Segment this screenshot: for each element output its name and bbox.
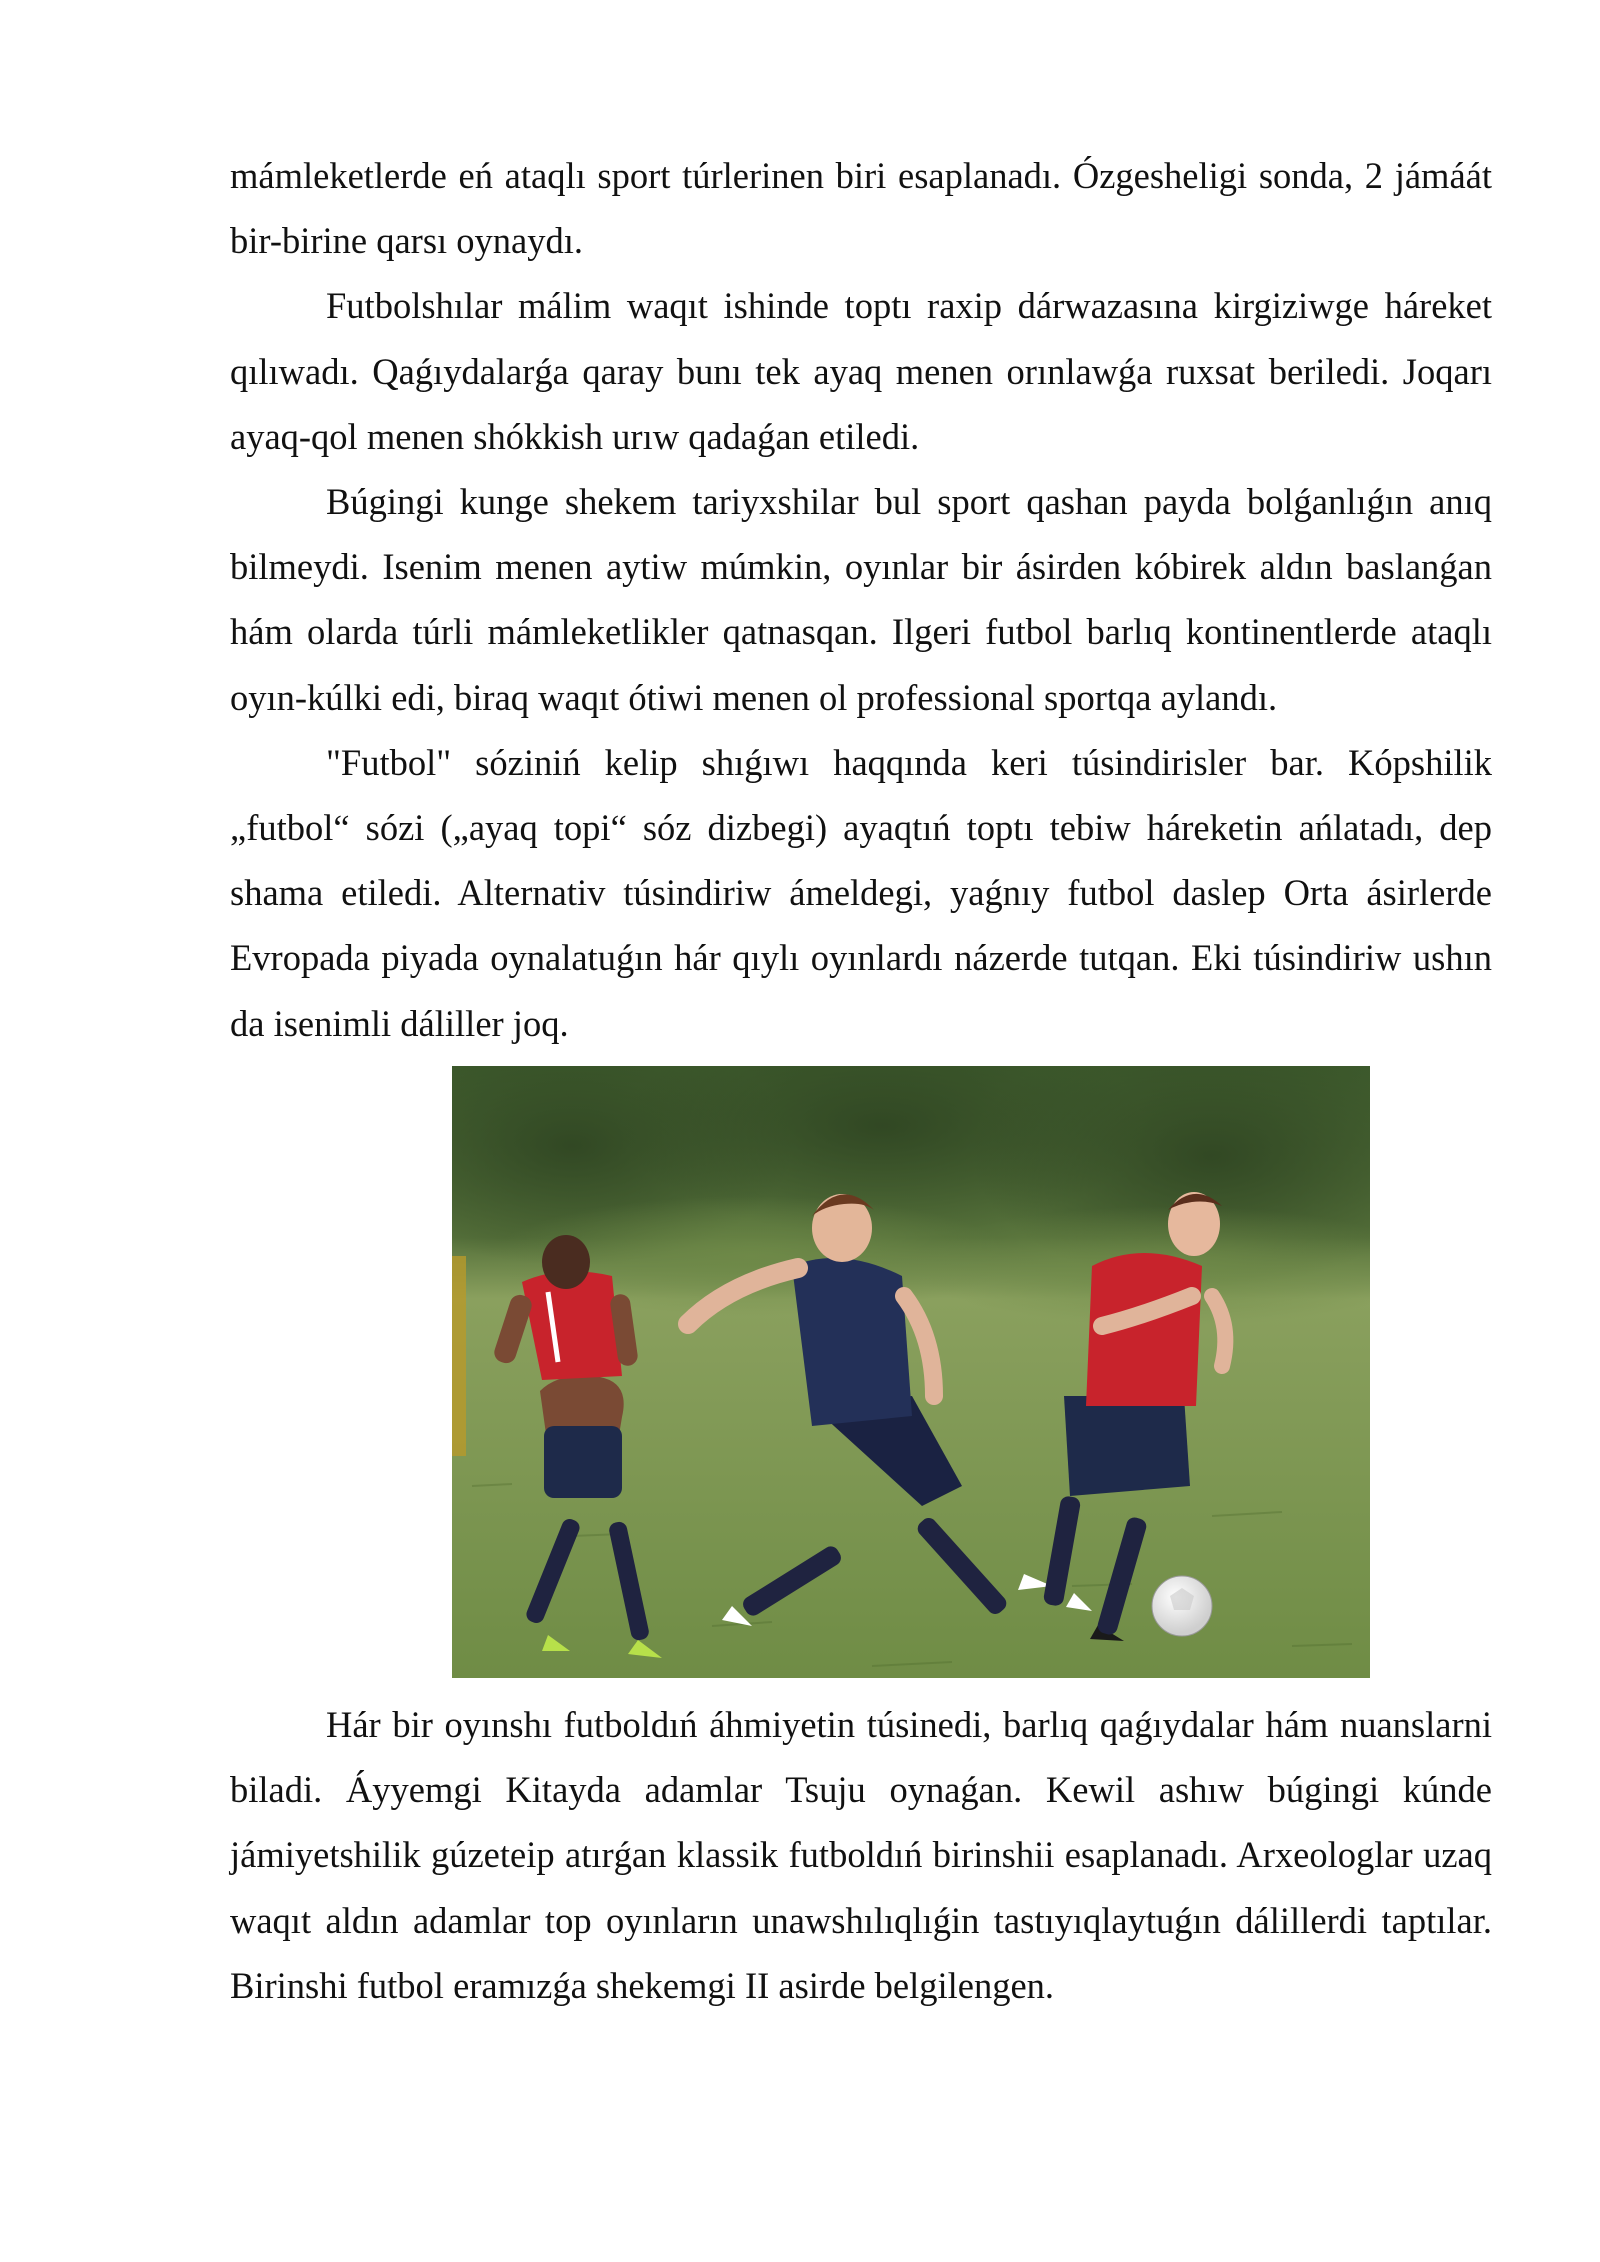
paragraph: Futbolshılar málim waqıt ishinde toptı raxip dárwazasına kirgiziwge háreket qılıwadı. Qaǵıydalarǵa qaray bunı tek ayaq menen orınlawǵa ruxsat beriledi. Joqarı ayaq-qol menen shókkish urıw qadaǵan etiledi. xyxy=(230,285,1492,457)
paragraph: mámleketlerde eń ataqlı sport túrlerinen biri esaplanadı. Ózgesheligi sonda, 2 jámáát bir-birine qarsı oynaydı. xyxy=(230,155,1492,262)
text-block-bottom xyxy=(230,1692,1492,2018)
paragraph: "Futbol" sóziniń kelip shıǵıwı haqqında keri túsindirisler bar. Kópshilik „futbol“ sózi („ayaq topi“ sóz dizbegi) ayaqtıń toptı tebiw háreketin ańlatadı, dep shama etiledi. Alternativ túsindiriw ámeldegi, yaǵnıy futbol daslep Orta ásirlerde Evropada piyada oynalatuǵın hár qıylı oyınlardı názerde tutqan. Eki túsindiriw ushın da isenimli dáliller joq. xyxy=(230,741,1492,1044)
football-players-photo xyxy=(452,1066,1370,1678)
paragraph: Hár bir oyınshı futboldıń áhmiyetin túsinedi, barlıq qaǵıydalar hám nuanslarni biladi. Áyyemgi Kitayda adamlar Tsuju oynaǵan. Kewil ashıw búgingi kúnde jámiyetshilik gúzeteip atırǵan klassik futboldıń birinshii esaplanadı. Arxeologlar uzaq waqıt aldın adamlar top oyınların unawshılıqlıǵin tastıyıqlaytuǵın dálillerdi taptılar. Birinshi futbol eramızǵa shekemgi II asirde belgilengen. xyxy=(230,1704,1492,2006)
paragraph: Búgingi kunge shekem tariyxshilar bul sport qashan payda bolǵanlıǵın anıq bilmeydi. Isenim menen aytiw múmkin, oyınlar bir ásirden kóbirek aldın baslanǵan hám olarda túrli mámleketlikler qatnasqan. Ilgeri futbol barlıq kontinentlerde ataqlı oyın-kúlki edi, biraq waqıt ótiwi menen ol professional sportqa aylandı. xyxy=(230,481,1492,718)
football-scene-illustration xyxy=(452,1066,1370,1678)
text-block-top xyxy=(230,143,1492,1056)
